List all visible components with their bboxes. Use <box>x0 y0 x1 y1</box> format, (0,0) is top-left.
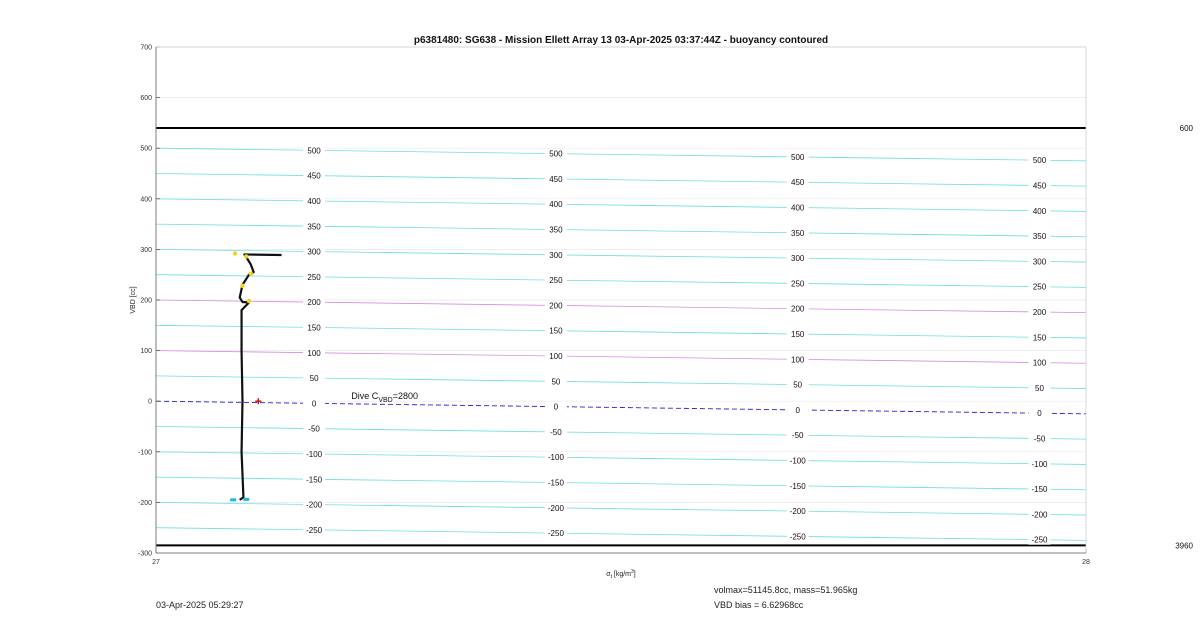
contour-label: -100 <box>547 453 564 463</box>
contour-label: -250 <box>306 525 323 535</box>
contour-label: 450 <box>791 178 805 188</box>
contour-label: 150 <box>791 330 805 340</box>
contour-label: -50 <box>1033 434 1046 444</box>
contour-label: 350 <box>549 225 563 235</box>
x-axis-label-subscript: t <box>610 574 612 580</box>
profile-marker-yellow <box>244 254 248 258</box>
y-tick-label: -100 <box>137 449 152 457</box>
contour-label: 100 <box>549 352 563 362</box>
contour-label: 400 <box>791 203 805 213</box>
contour-label: -200 <box>789 507 806 517</box>
contour-label: 500 <box>307 146 321 156</box>
y-tick-label: 200 <box>140 297 152 305</box>
contour-label: -200 <box>1031 510 1048 520</box>
contour-label: 250 <box>791 279 805 289</box>
contour-label: 0 <box>311 399 317 409</box>
contour-label: -150 <box>306 475 323 485</box>
contour-label: 500 <box>791 152 805 162</box>
chart-title: p6381480: SG638 - Mission Ellett Array 13 03-Apr-2025 03:37:44Z - buoyancy contoured <box>413 35 829 46</box>
contour-label: 350 <box>791 228 805 238</box>
contour-label: 50 <box>793 380 803 390</box>
x-axis-label-units: [kg/m <box>611 571 632 578</box>
x-axis-label-symbol: σ <box>606 571 611 578</box>
contour-label: -100 <box>789 456 806 466</box>
contour-label: 100 <box>791 355 805 365</box>
contour-label: 450 <box>307 171 321 181</box>
y-tick-label: 500 <box>140 145 152 153</box>
contour-label: -150 <box>547 478 564 488</box>
contour-label: 0 <box>795 405 800 415</box>
contour-label: -200 <box>547 503 564 513</box>
y-tick-label: 100 <box>140 348 152 356</box>
contour-label: -50 <box>550 427 562 437</box>
contour-label: 100 <box>1032 358 1047 368</box>
contour-label: -150 <box>789 481 806 491</box>
contour-label: 0 <box>553 402 559 412</box>
contour-label: 150 <box>549 326 563 336</box>
x-tick-label: 27 <box>152 559 160 566</box>
contour-label: 50 <box>551 377 561 387</box>
contour-label: 50 <box>309 374 319 384</box>
y-tick-label: 300 <box>140 246 152 254</box>
y-tick-label: -200 <box>137 499 152 507</box>
dive-cvbd-annotation-value: =2800 <box>392 391 419 402</box>
vbd-limit-label: 600 <box>1179 123 1193 133</box>
contour-label: -100 <box>306 449 323 459</box>
profile-marker-bottom <box>243 498 249 501</box>
y-tick-label: 0 <box>148 398 152 406</box>
vbd-limit-label: 3960 <box>1175 541 1193 551</box>
volmax-mass-footer: volmax=51145.8cc, mass=51.965kg <box>714 585 858 595</box>
contour-label: 200 <box>307 298 321 308</box>
contour-label: -50 <box>308 424 320 434</box>
profile-marker-yellow <box>247 299 251 303</box>
contour-label: -150 <box>1031 485 1048 495</box>
contour-label: 250 <box>307 272 321 282</box>
contour-label: 0 <box>1037 409 1042 419</box>
contour-label: 50 <box>1035 383 1044 393</box>
profile-marker-yellow <box>249 271 253 275</box>
x-axis-label <box>606 569 636 580</box>
contour-label: -100 <box>1031 459 1048 469</box>
contour-label: 200 <box>549 301 563 311</box>
contour-label: 300 <box>549 250 563 260</box>
contour-label: 200 <box>1032 308 1047 318</box>
contour-label: 150 <box>1032 333 1047 343</box>
vbd-bias-footer: VBD bias = 6.62968cc <box>714 600 804 610</box>
x-tick-label: 28 <box>1082 559 1090 566</box>
contour-label: 300 <box>1032 257 1047 267</box>
contour-label: 200 <box>791 304 805 314</box>
y-tick-label: 400 <box>140 196 152 204</box>
contour-label: 150 <box>307 323 321 333</box>
y-tick-label: -300 <box>137 550 152 558</box>
contour-label: 300 <box>307 247 321 257</box>
dive-cvbd-annotation-text: Dive C <box>351 391 379 402</box>
contour-label: -50 <box>791 431 804 441</box>
profile-marker-yellow <box>240 284 244 288</box>
y-tick-label: 600 <box>140 95 152 103</box>
contour-label: 500 <box>549 149 563 159</box>
contour-label: 300 <box>791 254 805 264</box>
contour-label: 500 <box>1032 156 1047 166</box>
contour-label: 100 <box>307 348 321 358</box>
profile-marker-yellow <box>233 251 237 255</box>
contour-label: 400 <box>1032 206 1047 216</box>
profile-marker-bottom <box>230 498 236 501</box>
contour-label: -200 <box>306 500 323 510</box>
contour-label: -250 <box>547 529 564 539</box>
contour-label: -250 <box>1031 535 1048 545</box>
y-tick-label: 700 <box>140 44 152 52</box>
contour-label: 350 <box>307 222 321 232</box>
x-axis-label-units-superscript: 3 <box>631 569 634 575</box>
timestamp-footer: 03-Apr-2025 05:29:27 <box>156 600 244 610</box>
x-axis-label-units-close: ] <box>633 571 636 578</box>
contour-label: 450 <box>1032 181 1047 191</box>
contour-label: 250 <box>549 276 563 286</box>
contour-label: 450 <box>549 174 563 184</box>
contour-label: 250 <box>1032 282 1047 292</box>
y-axis-label: VBD [cc] <box>130 286 137 314</box>
contour-label: 400 <box>307 196 321 206</box>
contour-label: 400 <box>549 200 563 210</box>
dive-cvbd-annotation-subscript: VBD <box>378 397 393 405</box>
contour-label: 350 <box>1032 232 1047 242</box>
contour-label: -250 <box>789 532 806 542</box>
